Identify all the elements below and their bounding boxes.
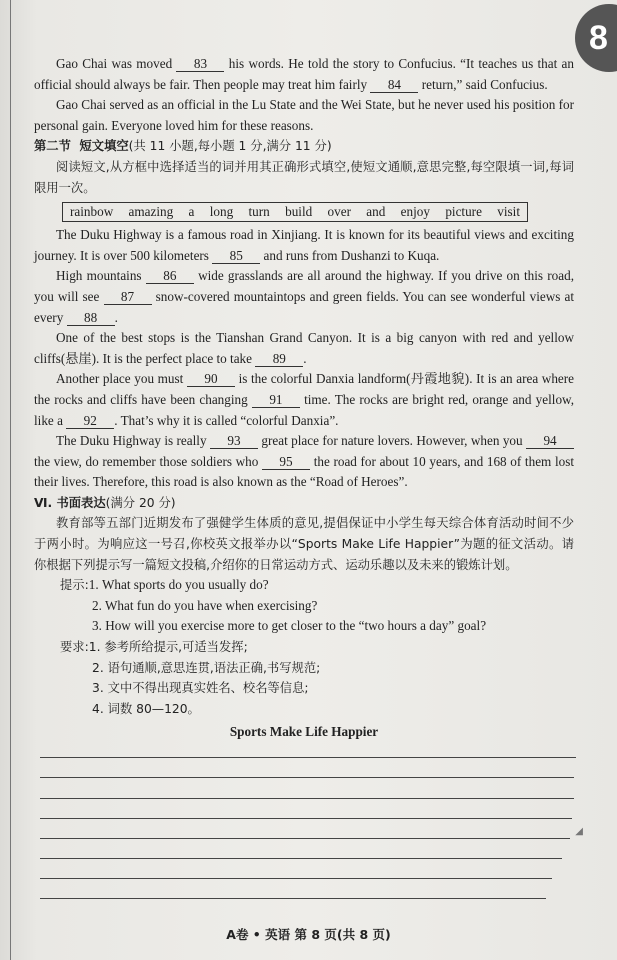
blank-93[interactable]: 93 [210, 434, 258, 449]
blank-83[interactable]: 83 [176, 57, 224, 72]
writing-line[interactable] [40, 777, 574, 778]
writing-line[interactable] [40, 858, 562, 859]
duku-paragraph-5: The Duku Highway is really 93 great place for nature lovers. However, when you 94 the view, do remember those soldiers who 95 the road for about 10 years, and 168 of them lost their lives. Therefore, this road is also known as the “Road of Heroes”. [34, 433, 575, 490]
word-bank-item: and [366, 204, 386, 220]
word-bank-item: build [285, 204, 313, 220]
word-bank-item: turn [248, 204, 270, 220]
word-bank-item: a [188, 204, 195, 220]
gao-chai-paragraph-2: Gao Chai served as an official in the Lu State and the Wei State, but he never used his position for personal gain. Everyone loved him for these reasons. [34, 97, 574, 133]
word-bank-item: over [327, 204, 351, 220]
gao-chai-paragraph-1: Gao Chai was moved 83 his words. He told the story to Confucius. “It teaches us that an official should always be fair. Then people may treat him fairly 84 return,” said Confucius. [34, 56, 575, 92]
blank-89[interactable]: 89 [255, 352, 303, 367]
blank-91[interactable]: 91 [252, 393, 300, 408]
word-bank-item: enjoy [400, 204, 430, 220]
exam-content [34, 54, 574, 743]
page-number-badge: 8 [575, 4, 617, 72]
blank-87[interactable]: 87 [104, 290, 152, 305]
blank-84[interactable]: 84 [370, 78, 418, 93]
writing-line[interactable] [40, 878, 552, 879]
section2-instructions: 阅读短文,从方框中选择适当的词并用其正确形式填空,使短文通顺,意思完整,每空限填一词,每词限用一次。 [34, 159, 574, 195]
blank-88[interactable]: 88 [67, 311, 115, 326]
writing-line[interactable] [40, 838, 570, 839]
corner-triangle-icon: ◢ [575, 826, 583, 837]
word-bank-item: amazing [128, 204, 174, 220]
part6-heading: Ⅵ. 书面表达(满分 20 分) [34, 495, 176, 510]
blank-94[interactable]: 94 [526, 434, 574, 449]
prompt-2: 2. What fun do you have when exercising? [92, 597, 318, 613]
writing-line[interactable] [40, 898, 546, 899]
writing-line[interactable] [40, 798, 574, 799]
writing-line[interactable] [40, 757, 576, 758]
word-bank-item: rainbow [70, 204, 114, 220]
writing-task-intro: 教育部等五部门近期发布了强健学生体质的意见,提倡保证中小学生每天综合体育活动时间不少于两小时。为响应这一号召,你校英文报举办以“Sports Make Life Happier”为题的征文活动。请你根据下列提示写一篇短文投稿,介绍你的日常运动方式、运动乐趣以及未来的锻炼计划。 [34, 516, 574, 572]
word-bank-item: visit [497, 204, 520, 220]
word-bank-item: long [209, 204, 234, 220]
requirement-2: 2. 语句通顺,意思连贯,语法正确,书写规范; [92, 660, 321, 675]
binding-line [10, 0, 11, 960]
page-footer: A卷 • 英语 第 8 页(共 8 页) [226, 927, 391, 942]
duku-paragraph-2: High mountains 86 wide grasslands are all around the highway. If you drive on this road, you will see 87 snow-covered mountaintops and green fields. You can see wonderful views at every 88 . [34, 268, 575, 325]
duku-paragraph-1: The Duku Highway is a famous road in Xinjiang. It is known for its beautiful views and exciting journey. It is over 500 kilometers 85 and runs from Dushanzi to Kuqa. [34, 227, 574, 263]
word-bank-box [62, 202, 528, 222]
requirement-3: 3. 文中不得出现真实姓名、校名等信息; [92, 681, 309, 696]
prompt-3: 3. How will you exercise more to get closer to the “two hours a day” goal? [92, 618, 487, 634]
blank-90[interactable]: 90 [187, 372, 235, 387]
blank-95[interactable]: 95 [262, 455, 310, 470]
requirement-4: 4. 词数 80—120。 [92, 701, 200, 716]
section2-heading: 第二节 短文填空(共 11 小题,每小题 1 分,满分 11 分) [34, 139, 332, 154]
duku-paragraph-4: Another place you must 90 is the colorful Danxia landform(丹霞地貌). It is an area where the rocks and cliffs have been changing 91 time. The rocks are bright red, orange and yellow, like a 92 . That’s why it is called “colorful Danxia”. [34, 371, 575, 428]
requirement-1: 要求:1. 参考所给提示,可适当发挥; [60, 640, 248, 655]
blank-92[interactable]: 92 [66, 414, 114, 429]
blank-86[interactable]: 86 [146, 269, 194, 284]
essay-title: Sports Make Life Happier [229, 724, 379, 740]
blank-85[interactable]: 85 [212, 249, 260, 264]
word-bank-item: picture [445, 204, 482, 220]
duku-paragraph-3: One of the best stops is the Tianshan Grand Canyon. It is a big canyon with red and yellow cliffs(悬崖). It is the perfect place to take 89 . [34, 330, 574, 366]
writing-line[interactable] [40, 818, 572, 819]
prompt-1: 提示:1. What sports do you usually do? [60, 577, 269, 593]
